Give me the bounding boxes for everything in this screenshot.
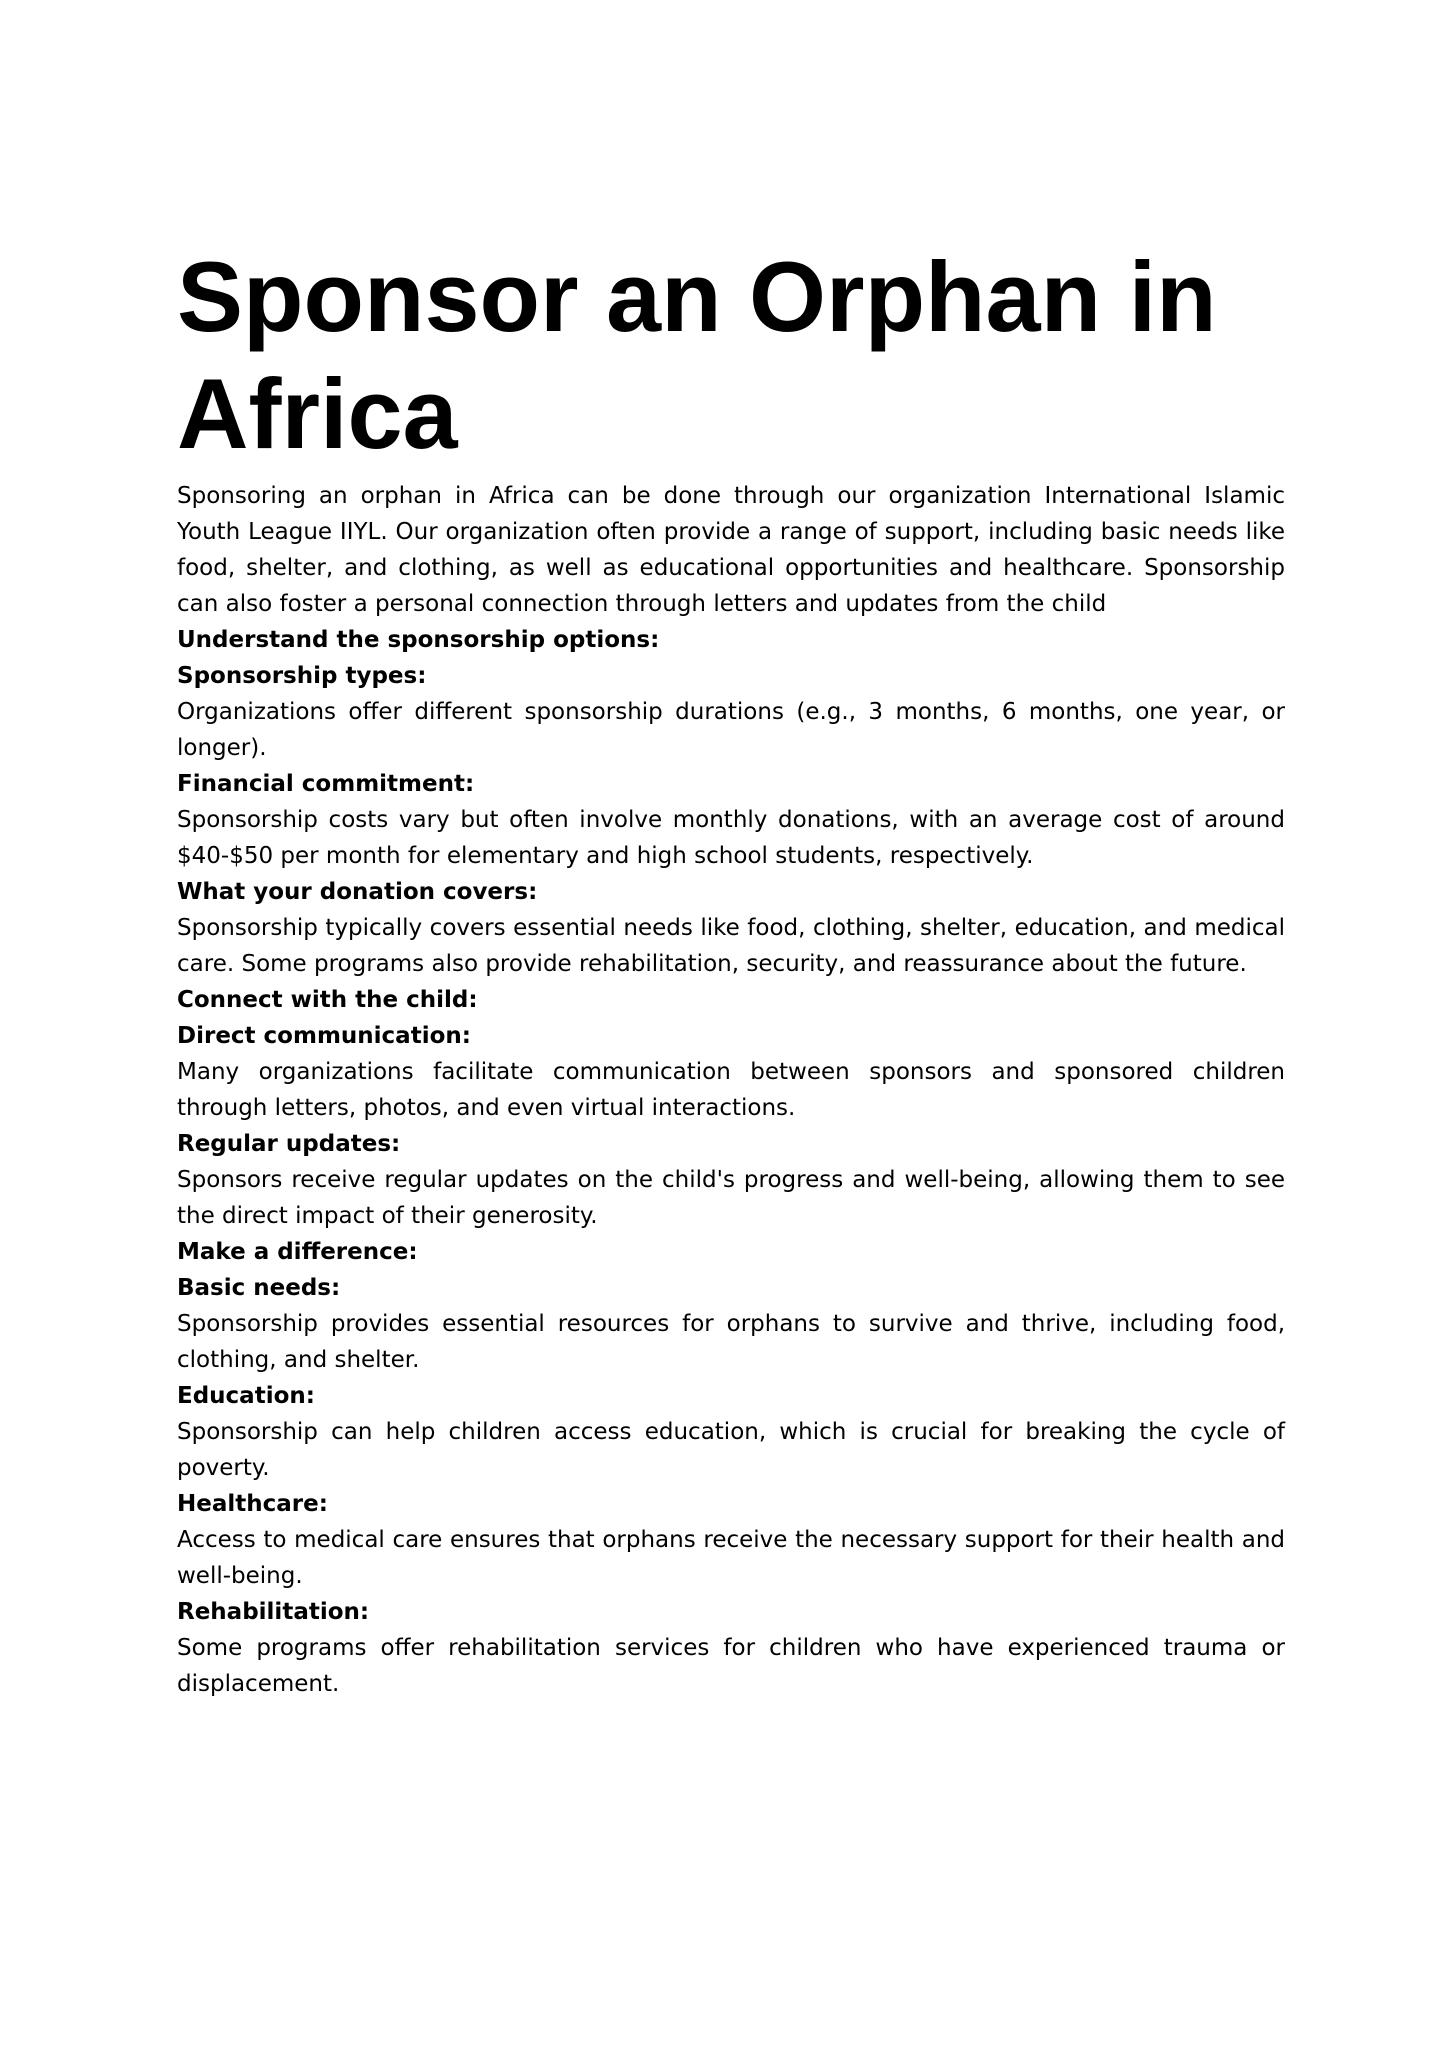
subheading-sponsorship-types: Sponsorship types:	[177, 663, 427, 689]
paragraph-sponsorship-types: Organizations offer different sponsorship durations (e.g., 3 months, 6 months, one year, or longer).	[177, 699, 1285, 761]
subheading-direct-communication: Direct communication:	[177, 1023, 471, 1049]
section-heading-make-difference: Make a difference:	[177, 1239, 418, 1265]
paragraph-healthcare: Access to medical care ensures that orphans receive the necessary support for their health and well-being.	[177, 1527, 1285, 1589]
paragraph-basic-needs: Sponsorship provides essential resources for orphans to survive and thrive, including food, clothing, and shelter.	[177, 1311, 1285, 1373]
subheading-healthcare: Healthcare:	[177, 1491, 328, 1517]
paragraph-education: Sponsorship can help children access education, which is crucial for breaking the cycle of poverty.	[177, 1419, 1285, 1481]
document-title: Sponsor an Orphan in Africa	[177, 241, 1217, 469]
document-body	[177, 478, 1285, 1702]
subheading-financial-commitment: Financial commitment:	[177, 771, 475, 797]
paragraph-financial-commitment: Sponsorship costs vary but often involve monthly donations, with an average cost of around $40-$50 per month for elementary and high school students, respectively.	[177, 807, 1285, 869]
section-heading-connect-child: Connect with the child:	[177, 987, 478, 1013]
paragraph-direct-communication: Many organizations facilitate communication between sponsors and sponsored children through letters, photos, and even virtual interactions.	[177, 1059, 1285, 1121]
subheading-rehabilitation: Rehabilitation:	[177, 1599, 370, 1625]
paragraph-rehabilitation: Some programs offer rehabilitation services for children who have experienced trauma or displacement.	[177, 1635, 1285, 1697]
paragraph-regular-updates: Sponsors receive regular updates on the child's progress and well-being, allowing them to see the direct impact of their generosity.	[177, 1167, 1285, 1229]
subheading-basic-needs: Basic needs:	[177, 1275, 341, 1301]
subheading-donation-covers: What your donation covers:	[177, 879, 538, 905]
document-page	[177, 238, 1285, 1702]
section-heading-sponsorship-options: Understand the sponsorship options:	[177, 627, 660, 653]
paragraph-donation-covers: Sponsorship typically covers essential needs like food, clothing, shelter, education, and medical care. Some programs also provide rehabilitation, security, and reassurance about the future.	[177, 915, 1285, 977]
subheading-education: Education:	[177, 1383, 315, 1409]
intro-paragraph: Sponsoring an orphan in Africa can be done through our organization International Islamic Youth League IIYL. Our organization often provide a range of support, including basic needs like food, shelter, and clothing, as well as educational opportunities and healthcare. Sponsorship can also foster a personal connection through letters and updates from the child	[177, 483, 1285, 617]
subheading-regular-updates: Regular updates:	[177, 1131, 401, 1157]
